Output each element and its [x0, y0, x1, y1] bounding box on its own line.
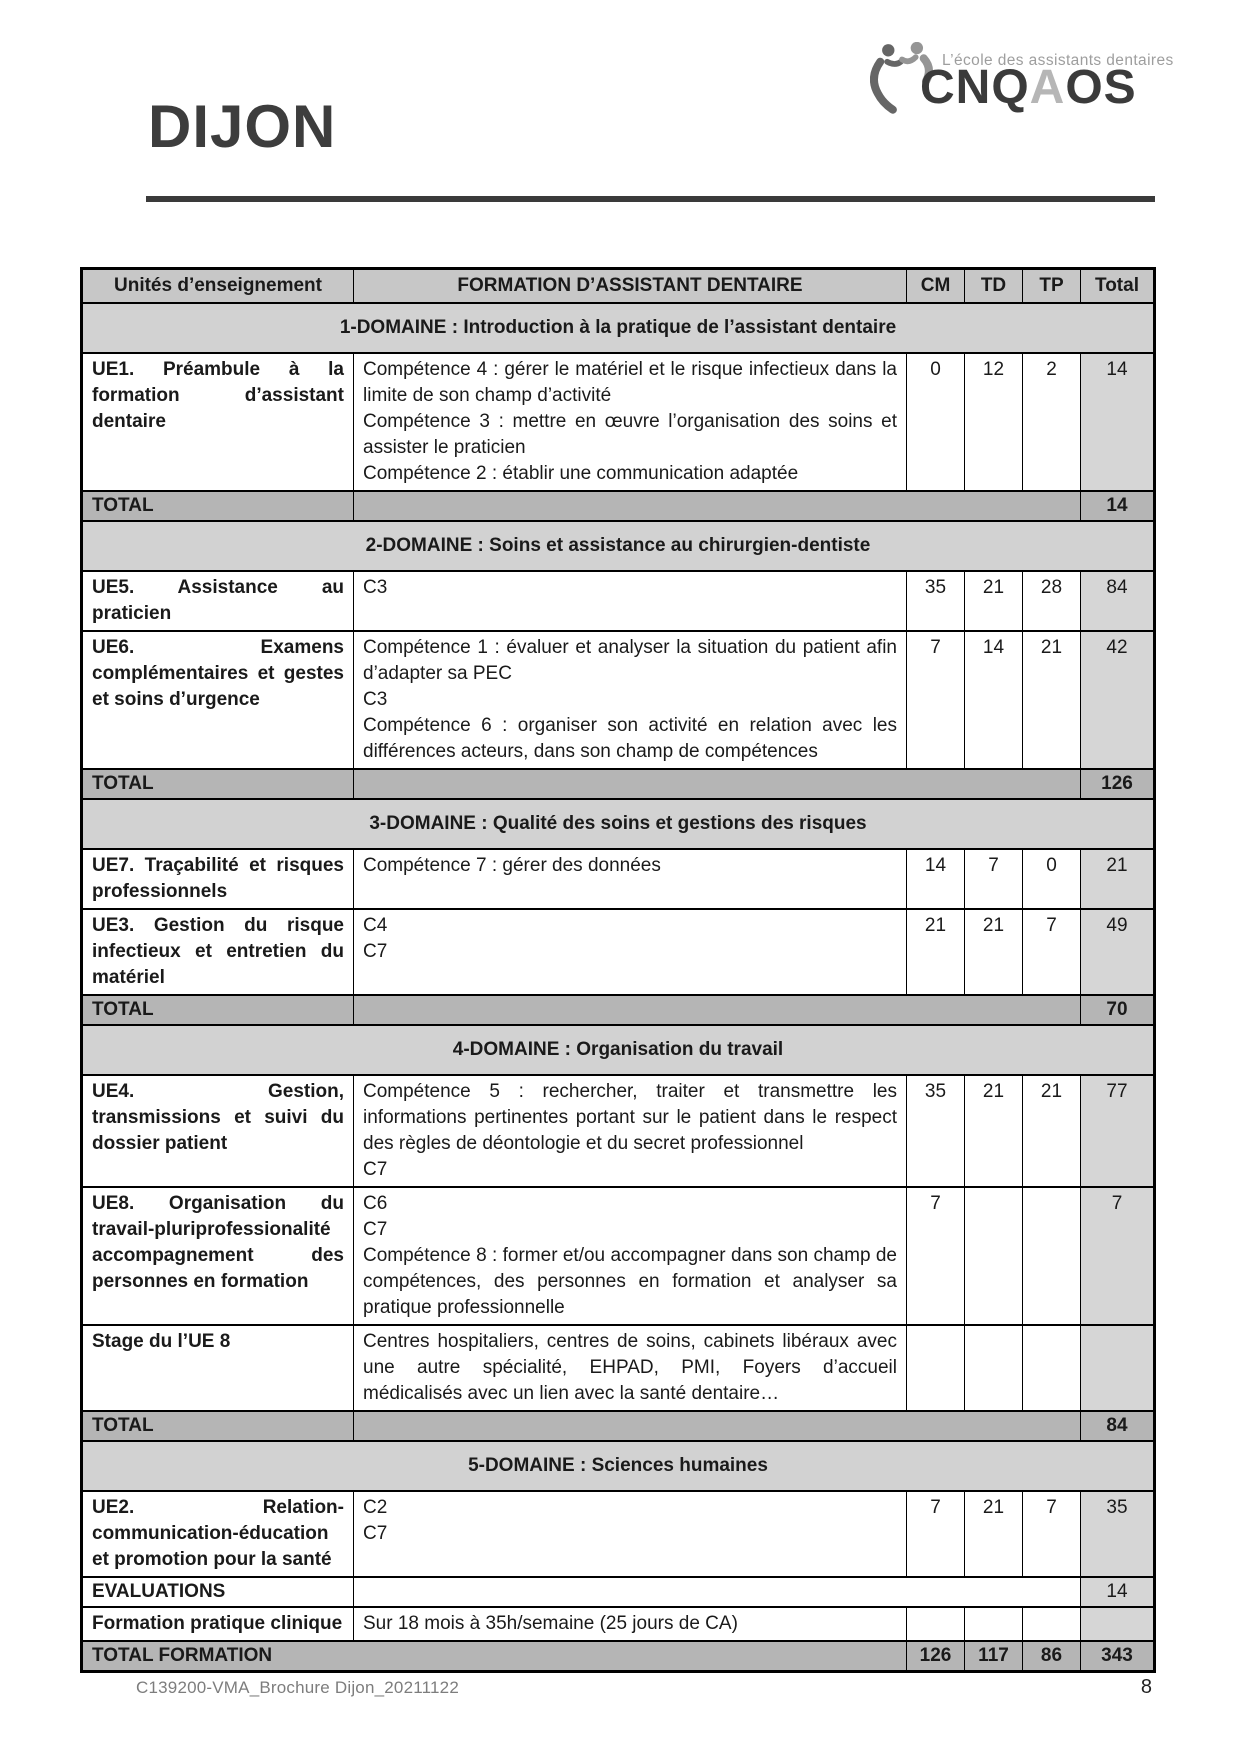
ue-name-cell: UE4. Gestion, transmissions et suivi du dossier patient	[82, 1075, 354, 1187]
ue-desc-cell	[354, 909, 907, 995]
td-value-cell: 21	[965, 909, 1023, 995]
tp-value-cell: 0	[1023, 849, 1081, 909]
domain-label: 5-DOMAINE : Sciences humaines	[82, 1441, 1155, 1491]
cm-value-cell: 35	[907, 1075, 965, 1187]
desc-line: Compétence 3 : mettre en œuvre l’organisation des soins et assister le praticien	[363, 411, 897, 458]
ue-desc-cell	[354, 631, 907, 769]
ue-name-cell: UE1. Préambule à la formation d’assistant dentaire	[82, 353, 354, 491]
table-row-stage-ue8	[82, 1325, 1155, 1411]
ue-name-cell: UE7. Traçabilité et risques professionnels	[82, 849, 354, 909]
tp-value-cell: 21	[1023, 1075, 1081, 1187]
total-value-cell	[1081, 1607, 1155, 1641]
domain-row-5	[82, 1441, 1155, 1491]
tp-value-cell	[1023, 1187, 1081, 1325]
total-value-cell: 77	[1081, 1075, 1155, 1187]
desc-line: Compétence 2 : établir une communication adaptée	[363, 463, 799, 484]
domain-row-3	[82, 799, 1155, 849]
table-row-ue1	[82, 353, 1155, 491]
total-value-cell: 70	[1081, 995, 1155, 1025]
cm-value-cell: 7	[907, 1187, 965, 1325]
td-value-cell: 12	[965, 353, 1023, 491]
total-row-3	[82, 995, 1155, 1025]
desc-line: Compétence 4 : gérer le matériel et le risque infectieux dans la limite de son champ d’activité	[363, 359, 897, 406]
ue-desc-cell	[354, 353, 907, 491]
logo-tagline: L’école des assistants dentaires	[942, 52, 1174, 69]
tp-value-cell: 21	[1023, 631, 1081, 769]
table-row-ue5	[82, 571, 1155, 631]
ue-desc-cell	[354, 1075, 907, 1187]
evaluations-label-cell: EVALUATIONS	[82, 1577, 354, 1607]
total-row-4	[82, 1411, 1155, 1441]
table-row-ue4	[82, 1075, 1155, 1187]
domain-label: 1-DOMAINE : Introduction à la pratique de l’assistant dentaire	[82, 303, 1155, 353]
td-value-cell	[965, 1607, 1023, 1641]
td-value-cell: 14	[965, 631, 1023, 769]
td-value-cell: 21	[965, 571, 1023, 631]
total-formation-label-cell: TOTAL FORMATION	[82, 1641, 907, 1672]
cm-value-cell: 7	[907, 631, 965, 769]
cm-value-cell: 21	[907, 909, 965, 995]
header-units: Unités d’enseignement	[82, 269, 354, 304]
desc-line: C7	[363, 1219, 388, 1240]
total-spacer-cell	[354, 769, 1081, 799]
table-header-row	[82, 269, 1155, 304]
total-value-cell: 14	[1081, 1577, 1155, 1607]
total-value-cell: 84	[1081, 1411, 1155, 1441]
ue-desc-cell	[354, 571, 907, 631]
total-formation-row	[82, 1641, 1155, 1672]
domain-label: 2-DOMAINE : Soins et assistance au chirurgien-dentiste	[82, 521, 1155, 571]
desc-line: Compétence 1 : évaluer et analyser la situation du patient afin d’adapter sa PEC	[363, 637, 897, 684]
cm-total-cell: 126	[907, 1641, 965, 1672]
total-label-cell: TOTAL	[82, 995, 354, 1025]
total-value-cell	[1081, 1325, 1155, 1411]
ue-desc-cell	[354, 1607, 907, 1641]
cm-value-cell: 35	[907, 571, 965, 631]
footer-reference: C139200-VMA_Brochure Dijon_20211122	[136, 1678, 459, 1697]
header-cm: CM	[907, 269, 965, 304]
total-value-cell: 7	[1081, 1187, 1155, 1325]
evaluations-spacer-cell	[354, 1577, 1081, 1607]
grand-total-cell: 343	[1081, 1641, 1155, 1672]
table-row-ue6	[82, 631, 1155, 769]
total-value-cell: 21	[1081, 849, 1155, 909]
total-value-cell: 14	[1081, 491, 1155, 521]
desc-line: C3	[363, 689, 388, 710]
tp-value-cell: 2	[1023, 353, 1081, 491]
ue-name-cell: UE6. Examens complémentaires et gestes et soins d’urgence	[82, 631, 354, 769]
tp-value-cell	[1023, 1325, 1081, 1411]
tp-value-cell: 7	[1023, 909, 1081, 995]
total-value-cell: 126	[1081, 769, 1155, 799]
tp-value-cell	[1023, 1607, 1081, 1641]
desc-line: Compétence 5 : rechercher, traiter et transmettre les informations pertinentes portant sur le patient dans le respect des règles de déontologie et du secret professionnel	[363, 1081, 897, 1154]
table-row-ue2	[82, 1491, 1155, 1577]
desc-line: C3	[363, 577, 388, 598]
desc-line: Compétence 6 : organiser son activité en relation avec les différences acteurs, dans son champ de compétences	[363, 715, 897, 762]
table-row-ue8	[82, 1187, 1155, 1325]
desc-line: Sur 18 mois à 35h/semaine (25 jours de CA)	[363, 1613, 738, 1634]
cnqaos-logo	[870, 40, 1174, 126]
header-tp: TP	[1023, 269, 1081, 304]
title-divider	[146, 196, 1155, 202]
table-row-formation-pratique	[82, 1607, 1155, 1641]
total-label-cell: TOTAL	[82, 1411, 354, 1441]
ue-desc-cell	[354, 1325, 907, 1411]
desc-line: C4	[363, 915, 388, 936]
total-row-2	[82, 769, 1155, 799]
total-spacer-cell	[354, 995, 1081, 1025]
header-formation: FORMATION D’ASSISTANT DENTAIRE	[354, 269, 907, 304]
td-total-cell: 117	[965, 1641, 1023, 1672]
brand-prefix: CNQ	[920, 61, 1030, 114]
brand-suffix: OS	[1065, 61, 1137, 114]
table-row-ue3	[82, 909, 1155, 995]
domain-row-2	[82, 521, 1155, 571]
domain-row-4	[82, 1025, 1155, 1075]
ue-desc-cell	[354, 1491, 907, 1577]
total-row-1	[82, 491, 1155, 521]
total-label-cell: TOTAL	[82, 769, 354, 799]
desc-line: C7	[363, 1159, 388, 1180]
ue-desc-cell	[354, 1187, 907, 1325]
header-total: Total	[1081, 269, 1155, 304]
total-spacer-cell	[354, 1411, 1081, 1441]
cm-value-cell	[907, 1325, 965, 1411]
cm-value-cell	[907, 1607, 965, 1641]
td-value-cell	[965, 1325, 1023, 1411]
ue-name-cell: Formation pratique clinique	[82, 1607, 354, 1641]
domain-label: 3-DOMAINE : Qualité des soins et gestions des risques	[82, 799, 1155, 849]
desc-line: C7	[363, 1523, 388, 1544]
cm-value-cell: 0	[907, 353, 965, 491]
td-value-cell: 7	[965, 849, 1023, 909]
cm-value-cell: 7	[907, 1491, 965, 1577]
course-table-wrapper	[80, 267, 1156, 1673]
ue-name-cell: UE3. Gestion du risque infectieux et entretien du matériel	[82, 909, 354, 995]
td-value-cell: 21	[965, 1491, 1023, 1577]
tp-total-cell: 86	[1023, 1641, 1081, 1672]
total-value-cell: 49	[1081, 909, 1155, 995]
total-value-cell: 35	[1081, 1491, 1155, 1577]
domain-row-1	[82, 303, 1155, 353]
evaluations-row	[82, 1577, 1155, 1607]
tp-value-cell: 7	[1023, 1491, 1081, 1577]
page-number: 8	[1140, 1676, 1152, 1698]
cm-value-cell: 14	[907, 849, 965, 909]
desc-line: C7	[363, 941, 388, 962]
desc-line: Compétence 7 : gérer des données	[363, 855, 661, 876]
brand-letter-a: A	[1029, 61, 1066, 114]
page-title: DIJON	[148, 93, 337, 160]
ue-name-cell: UE8. Organisation du travail-pluriprofessionalité accompagnement des personnes en formation	[82, 1187, 354, 1325]
course-table	[80, 267, 1156, 1673]
header-td: TD	[965, 269, 1023, 304]
ue-name-cell: Stage du l’UE 8	[82, 1325, 354, 1411]
desc-line: Centres hospitaliers, centres de soins, cabinets libéraux avec une autre spécialité, EHPAD, PMI, Foyers d’accueil médicalisés avec un lien avec la santé dentaire…	[363, 1331, 897, 1404]
td-value-cell: 21	[965, 1075, 1023, 1187]
total-value-cell: 42	[1081, 631, 1155, 769]
ue-desc-cell	[354, 849, 907, 909]
table-row-ue7	[82, 849, 1155, 909]
desc-line: Compétence 8 : former et/ou accompagner dans son champ de compétences, des personnes en formation et analyser sa pratique professionnelle	[363, 1245, 897, 1318]
total-label-cell: TOTAL	[82, 491, 354, 521]
total-value-cell: 84	[1081, 571, 1155, 631]
logo-brand	[920, 60, 1137, 115]
tp-value-cell: 28	[1023, 571, 1081, 631]
domain-label: 4-DOMAINE : Organisation du travail	[82, 1025, 1155, 1075]
desc-line: C6	[363, 1193, 388, 1214]
td-value-cell	[965, 1187, 1023, 1325]
ue-name-cell: UE5. Assistance au praticien	[82, 571, 354, 631]
ue-name-cell: UE2. Relation-communication-éducation et promotion pour la santé	[82, 1491, 354, 1577]
total-value-cell: 14	[1081, 353, 1155, 491]
total-spacer-cell	[354, 491, 1081, 521]
desc-line: C2	[363, 1497, 388, 1518]
